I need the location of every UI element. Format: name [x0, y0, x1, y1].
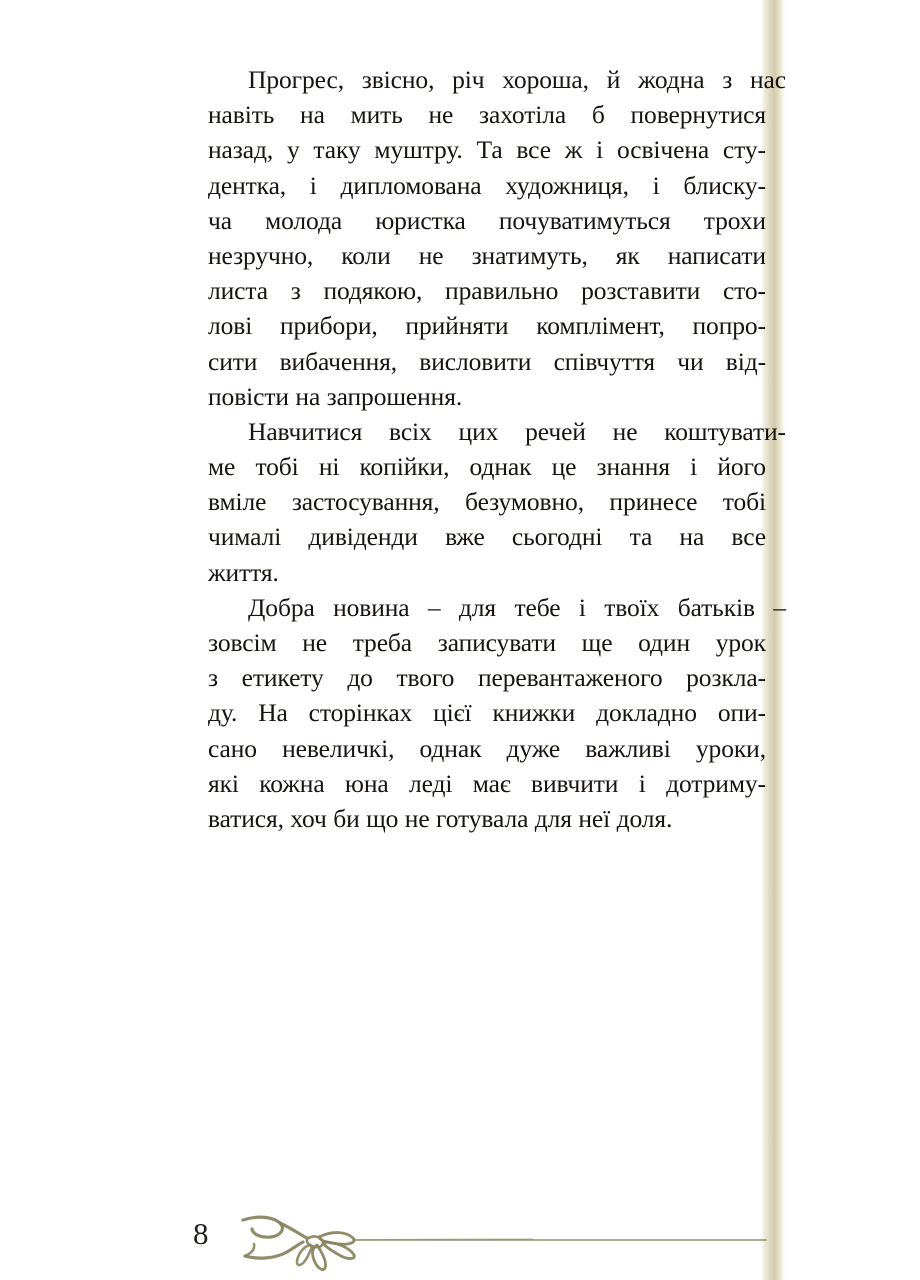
text-word: це: [551, 452, 577, 482]
text-word: один: [638, 628, 691, 657]
text-word: комплімент,: [536, 311, 665, 341]
text-line: життя.: [208, 557, 279, 587]
text-word: ж: [564, 135, 583, 165]
text-word: все: [731, 522, 766, 552]
text-word: таку: [313, 135, 361, 165]
text-word: Прогрес,: [248, 65, 344, 94]
text-word: сьогодні: [511, 522, 603, 552]
page-number: 8: [193, 1216, 209, 1251]
text-line: [208, 132, 766, 167]
text-word: правильно: [445, 276, 559, 306]
text-word: розкла-: [686, 663, 766, 693]
text-word: докладно: [596, 698, 697, 728]
text-word: –: [427, 592, 441, 622]
text-word: на: [300, 100, 325, 130]
text-word: муштру.: [374, 135, 463, 165]
text-word: сту-: [722, 135, 766, 165]
text-word: дуже: [506, 733, 561, 763]
text-word: цієї: [433, 698, 472, 728]
text-word: коли: [341, 240, 391, 270]
text-word: попро-: [692, 311, 766, 341]
text-word: речей: [525, 416, 586, 446]
text-word: копійки,: [359, 452, 450, 482]
text-line: [208, 449, 766, 484]
text-word: сторінках: [308, 698, 413, 728]
text-word: які: [208, 768, 239, 798]
text-word: не: [418, 240, 444, 270]
text-line: [208, 344, 766, 379]
text-word: вміле: [208, 487, 267, 517]
text-word: як: [615, 240, 640, 270]
text-word: принесе: [609, 487, 698, 517]
text-word: художниця,: [505, 170, 629, 200]
text-word: розставити: [581, 276, 701, 306]
text-word: повернутися: [630, 100, 766, 130]
text-word: юристка: [375, 205, 466, 235]
text-word: застосування,: [291, 487, 440, 517]
text-word: Навчитися: [248, 416, 363, 446]
text-word: безумовно,: [465, 487, 584, 517]
text-word: і: [596, 135, 604, 165]
text-word: мить: [350, 100, 403, 130]
text-word: всіх: [389, 416, 432, 446]
text-word: чи: [677, 346, 704, 376]
text-word: сто-: [722, 276, 766, 306]
text-word: річ: [452, 65, 485, 94]
text-word: написати: [667, 240, 766, 270]
text-word: назад,: [208, 135, 274, 165]
text-word: опи-: [717, 698, 766, 728]
text-word: і: [638, 768, 646, 798]
paragraph-2: [208, 414, 786, 590]
text-line: [208, 695, 766, 730]
text-word: не: [612, 416, 638, 446]
text-word: етикету: [241, 663, 324, 693]
text-line: [208, 238, 766, 273]
text-word: і: [690, 452, 698, 482]
text-word: не: [428, 100, 454, 130]
text-word: на: [679, 522, 705, 552]
text-line: [208, 308, 766, 343]
text-word: ме: [208, 452, 236, 482]
text-word: записувати: [437, 628, 556, 657]
text-word: дивіденди: [308, 522, 418, 552]
text-word: батьків: [677, 592, 755, 622]
text-word: від-: [725, 346, 766, 376]
text-word: тобі: [255, 452, 299, 482]
text-word: тебе: [514, 592, 561, 622]
text-word: і: [309, 170, 317, 200]
text-word: незручно,: [208, 240, 314, 270]
text-line: [208, 731, 766, 766]
paragraph-3: [208, 590, 786, 836]
text-word: хороша,: [502, 65, 589, 94]
text-word: сити: [208, 346, 258, 376]
text-word: захотіла: [479, 100, 567, 130]
text-word: вже: [445, 522, 485, 552]
text-word: прийняти: [405, 311, 509, 341]
text-word: однак: [469, 452, 532, 482]
text-word: нас: [749, 65, 786, 94]
text-word: вибачення,: [279, 346, 398, 376]
text-word: леді: [409, 768, 453, 798]
page-footer: [0, 1206, 920, 1280]
text-word: не: [302, 628, 327, 657]
text-line: [208, 484, 766, 519]
text-word: твого: [396, 663, 455, 693]
text-word: однак: [419, 733, 482, 763]
text-word: дипломована: [340, 170, 482, 200]
text-line: [208, 203, 766, 238]
text-line: [208, 273, 766, 308]
text-line: [208, 766, 766, 801]
text-word: Добра: [248, 592, 315, 622]
text-word: ні: [318, 452, 340, 482]
text-line: [208, 625, 766, 660]
text-word: ду.: [208, 698, 238, 728]
text-word: і: [652, 170, 660, 200]
text-word: висловити: [419, 346, 532, 376]
text-line: [208, 660, 766, 695]
text-word: невеличкі,: [282, 733, 395, 763]
text-word: ще: [581, 628, 613, 657]
text-word: з: [722, 65, 733, 94]
text-word: звісно,: [361, 65, 435, 94]
text-word: трохи: [703, 205, 766, 235]
text-line: [208, 97, 766, 132]
text-word: і: [578, 592, 586, 622]
text-word: та: [629, 522, 653, 552]
body-text-column: [208, 62, 786, 836]
text-line: [208, 168, 766, 203]
text-word: почуватимуться: [498, 205, 671, 235]
text-word: листа: [208, 276, 268, 306]
text-word: з: [290, 276, 301, 306]
text-word: прибори,: [279, 311, 378, 341]
text-word: дентка,: [208, 170, 287, 200]
text-word: ча: [208, 205, 232, 235]
text-word: має: [472, 768, 511, 798]
text-word: у: [286, 135, 300, 165]
paragraph-1: [208, 62, 786, 414]
text-word: На: [258, 698, 288, 728]
text-word: освічена: [616, 135, 710, 165]
text-word: жодна: [638, 65, 705, 94]
text-word: блиску-: [683, 170, 766, 200]
text-word: подякою,: [323, 276, 423, 306]
text-line: [228, 414, 786, 449]
text-word: Та: [476, 135, 503, 165]
text-word: тобі: [722, 487, 766, 517]
text-word: для: [458, 592, 497, 622]
text-word: зовсім: [208, 628, 277, 657]
text-word: знання: [596, 452, 670, 482]
text-word: все: [516, 135, 551, 165]
text-word: урок: [715, 628, 766, 657]
text-word: з: [208, 663, 218, 693]
text-word: важливі: [585, 733, 671, 763]
text-word: навіть: [208, 100, 275, 130]
text-word: дотриму-: [666, 768, 766, 798]
text-word: перевантаженого: [477, 663, 663, 693]
text-word: кожна: [259, 768, 325, 798]
text-word: чималі: [208, 522, 282, 552]
text-word: уроки,: [695, 733, 766, 763]
text-word: новина: [333, 592, 410, 622]
text-word: лові: [208, 311, 253, 341]
text-word: треба: [352, 628, 413, 657]
text-line: повісти на запрошення.: [208, 381, 463, 411]
text-line: [208, 519, 766, 554]
text-word: до: [347, 663, 373, 693]
text-word: книжки: [492, 698, 576, 728]
text-word: б: [591, 100, 605, 130]
text-word: сано: [208, 733, 257, 763]
text-word: –: [773, 592, 786, 622]
text-word: молода: [265, 205, 343, 235]
text-line: [228, 62, 786, 97]
text-word: коштувати-: [664, 416, 786, 446]
text-word: його: [717, 452, 766, 482]
ribbon-bow-ornament: [233, 1208, 767, 1274]
text-word: знатимуть,: [471, 240, 588, 270]
text-word: юна: [344, 768, 389, 798]
text-word: співчуття: [553, 346, 656, 376]
text-word: вивчити: [531, 768, 619, 798]
text-word: твоїх: [604, 592, 660, 622]
text-line: ватися, хоч би що не готувала для неї доля.: [208, 803, 673, 833]
text-word: цих: [458, 416, 499, 446]
text-line: [228, 590, 786, 625]
text-word: й: [606, 65, 621, 94]
